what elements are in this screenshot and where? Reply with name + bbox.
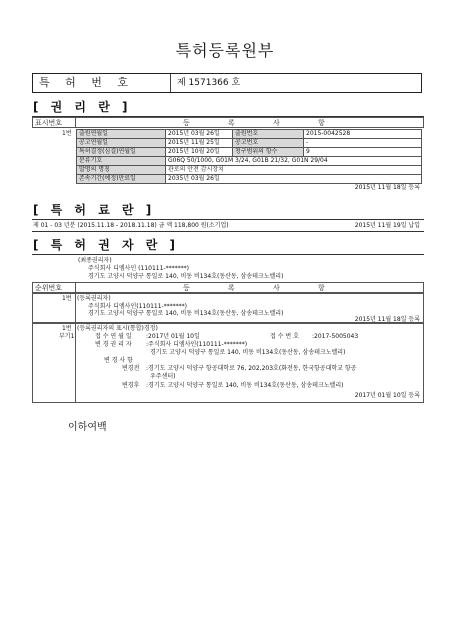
table-cell: 공고연월일 — [77, 139, 166, 148]
table-cell: 2015-0042528 — [304, 130, 422, 139]
final-holder-name: 주식회사 디엠사인 (110111-*******) — [88, 265, 189, 272]
change-target: :주식회사 디엠사인(110111-*******) — [146, 341, 248, 348]
receipt-date: :2017년 01월 10일 — [146, 333, 200, 340]
entry1-name: 주식회사 디엠사인(110111-*******) — [88, 303, 188, 310]
receipt-number-label: 접 수 번 호 — [270, 333, 299, 340]
entry1-rank: 1번 — [62, 295, 72, 302]
entry2-date: 2017년 01월 10일 등록 — [354, 392, 420, 399]
rights-registered-date: 2015년 11월 18일 등록 — [354, 184, 420, 191]
change-target-address: 경기도 고양시 덕양구 통일로 140, 비동 비134호(동산동, 삼송테크노밸리) — [150, 349, 346, 356]
table-row — [77, 139, 422, 148]
fees-section-title: [ 특 허 료 란 ] — [33, 203, 156, 217]
table-cell: 2015년 11월 25일 — [166, 139, 233, 148]
holders-section-title: [ 특 허 권 자 란 ] — [33, 238, 179, 252]
before-address-line-1: :경기도 고양시 덕양구 항공대학로 76, 202,203호(화전동, 한국항공대학교 항공 — [146, 365, 357, 372]
holders-header-items: 등 록 사 항 — [183, 284, 343, 292]
holders-divider — [32, 254, 424, 255]
table-cell: 2035년 03월 26일 — [166, 175, 422, 184]
after-label: 변경후 — [122, 382, 140, 389]
fees-paid-date: 2015년 11월 19일 납입 — [354, 222, 420, 229]
table-cell: 관로의 안전 감시장치 — [166, 166, 422, 175]
rights-table — [76, 129, 422, 184]
entry2-sub-rank: 부기1 — [59, 333, 75, 340]
final-holder-title: (최종권리자) — [78, 257, 112, 264]
table-cell: 공고번호 — [233, 139, 304, 148]
fees-divider — [32, 219, 424, 220]
rights-row-number: 1번 — [62, 130, 72, 137]
rights-header — [32, 117, 424, 128]
change-target-label: 변 경 권 리 자 — [95, 341, 132, 348]
before-label: 변경전 — [122, 365, 140, 372]
table-cell: 9 — [304, 148, 422, 157]
table-cell: 출원연월일 — [77, 130, 166, 139]
patent-number-label: 특 허 번 호 — [33, 74, 171, 92]
table-cell: G06Q 50/1000, G01M 3/24, G01B 21/32, G01N 29/04 — [166, 157, 422, 166]
rights-header-items: 등 록 사 항 — [183, 119, 343, 127]
table-cell: 2015년 03월 26일 — [166, 130, 233, 139]
table-cell: 출원번호 — [233, 130, 304, 139]
entry1-title: (등록권리자) — [77, 295, 111, 302]
entry2-rank: 1번 — [62, 325, 72, 332]
patent-number-value: 제 1571366 호 — [177, 78, 241, 88]
final-holder-address: 경기도 고양시 덕양구 통일로 140, 비동 비134호(동산동, 삼송테크노밸리) — [88, 273, 284, 280]
table-cell: - — [304, 139, 422, 148]
before-address-line-2: 우주센터) — [150, 373, 176, 380]
table-row — [77, 166, 422, 175]
patent-number-box — [32, 73, 422, 93]
table-cell: 존속기간(예정)만료일 — [77, 175, 166, 184]
receipt-date-label: 접 수 연 월 일 — [95, 333, 132, 340]
rights-section-title: [ 권 리 란 ] — [33, 100, 132, 114]
after-address: :경기도 고양시 덕양구 통일로 140, 비동 비134호(동산동, 삼송테크노밸리) — [146, 382, 344, 389]
table-row — [77, 130, 422, 139]
rights-header-number: 표시번호 — [35, 119, 63, 127]
entry2-title: (등록권리자의 표시(통합)경정) — [77, 325, 158, 332]
table-cell: 분류기호 — [77, 157, 166, 166]
receipt-number: :2017-5005043 — [312, 333, 359, 340]
end-of-document-note: 이하여백 — [68, 422, 107, 433]
holders-header — [32, 282, 424, 293]
table-row — [77, 148, 422, 157]
table-cell: 특허결정(심결)연월일 — [77, 148, 166, 157]
fees-line: 제 01 - 03 년분 (2015.11.18 - 2018.11.18) 금 액 118,800 원(소기업) — [33, 222, 229, 229]
change-items-label: 변 경 사 항 — [104, 357, 133, 364]
table-row — [77, 157, 422, 166]
document-title: 특허등록원부 — [175, 41, 275, 60]
table-cell: 청구범위의 항수 — [233, 148, 304, 157]
entry1-address: 경기도 고양시 덕양구 통일로 140, 비동 비134호(동산동, 삼송테크노밸리) — [88, 310, 284, 317]
holders-header-rank: 순위번호 — [35, 284, 63, 292]
table-cell: 2015년 10월 20일 — [166, 148, 233, 157]
entry1-date: 2015년 11월 18일 등록 — [354, 316, 420, 323]
table-cell: 발명의 명칭 — [77, 166, 166, 175]
